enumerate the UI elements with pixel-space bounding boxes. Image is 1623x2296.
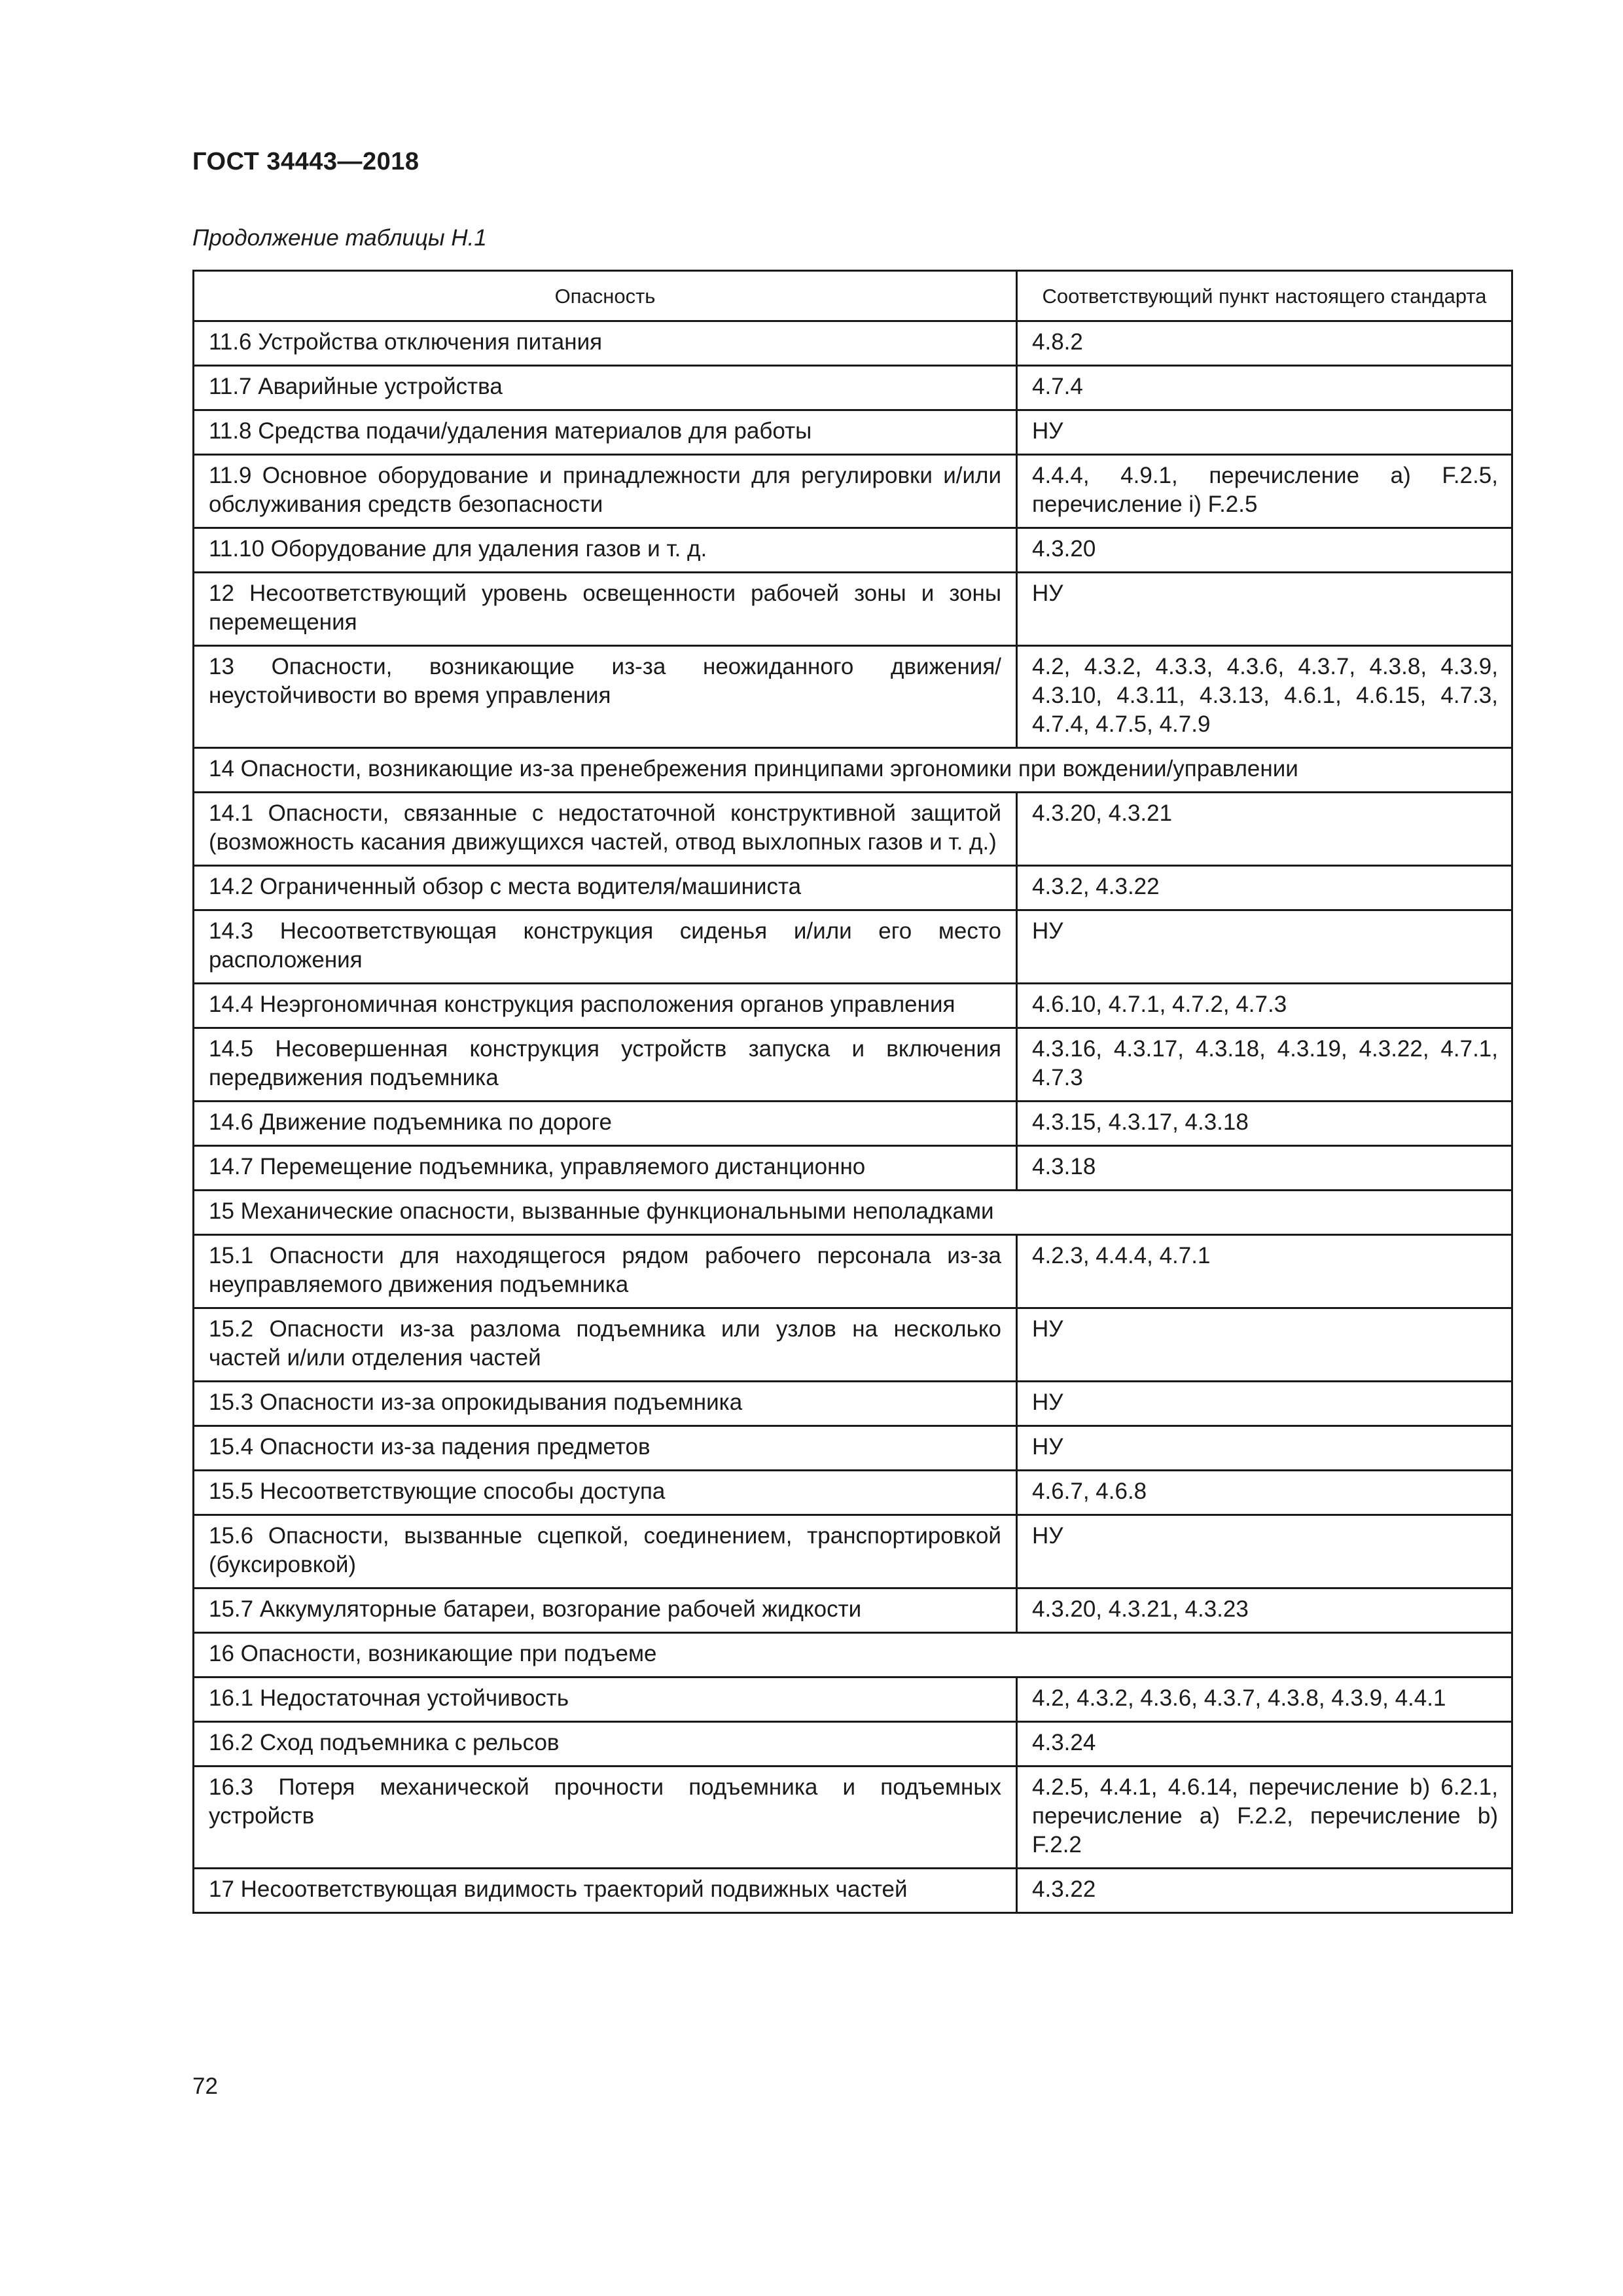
table-row bbox=[194, 793, 1512, 866]
table-row bbox=[194, 1382, 1512, 1426]
page-number: 72 bbox=[192, 2073, 218, 2099]
section-title: 16 Опасности, возникающие при подъеме bbox=[194, 1633, 1512, 1677]
table-row bbox=[194, 1471, 1512, 1515]
hazard-cell: 15.2 Опасности из-за разлома подъемника или узлов на несколько частей и/или отделения частей bbox=[194, 1308, 1017, 1382]
hazard-cell: 14.6 Движение подъемника по дороге bbox=[194, 1102, 1017, 1146]
column-header-reference: Соответствующий пункт настоящего стандарта bbox=[1017, 271, 1512, 321]
table-row bbox=[194, 1102, 1512, 1146]
hazard-cell: 13 Опасности, возникающие из-за неожиданного движения/неустойчивости во время управления bbox=[194, 646, 1017, 748]
table-row bbox=[194, 1515, 1512, 1588]
table-row bbox=[194, 866, 1512, 910]
hazard-cell: 14.4 Неэргономичная конструкция расположения органов управления bbox=[194, 984, 1017, 1028]
table-row bbox=[194, 528, 1512, 573]
hazard-cell: 15.6 Опасности, вызванные сцепкой, соединением, транспортировкой (буксировкой) bbox=[194, 1515, 1017, 1588]
reference-cell: 4.3.20 bbox=[1017, 528, 1512, 573]
reference-cell: 4.3.16, 4.3.17, 4.3.18, 4.3.19, 4.3.22, 4.7.1, 4.7.3 bbox=[1017, 1028, 1512, 1102]
reference-cell: 4.3.20, 4.3.21, 4.3.23 bbox=[1017, 1588, 1512, 1633]
table-row bbox=[194, 646, 1512, 748]
reference-cell: НУ bbox=[1017, 1382, 1512, 1426]
table-row bbox=[194, 1677, 1512, 1722]
hazard-cell: 11.8 Средства подачи/удаления материалов для работы bbox=[194, 410, 1017, 455]
hazard-cell: 11.7 Аварийные устройства bbox=[194, 366, 1017, 410]
table-body bbox=[194, 321, 1512, 1913]
reference-cell: НУ bbox=[1017, 1308, 1512, 1382]
hazard-cell: 16.2 Сход подъемника с рельсов bbox=[194, 1722, 1017, 1767]
table-row bbox=[194, 1146, 1512, 1191]
hazards-table bbox=[192, 270, 1513, 1914]
table-row bbox=[194, 1308, 1512, 1382]
table-row bbox=[194, 1869, 1512, 1913]
hazard-cell: 14.1 Опасности, связанные с недостаточной конструктивной защитой (возможность касания движущихся частей, отвод выхлопных газов и т. д.) bbox=[194, 793, 1017, 866]
section-title: 14 Опасности, возникающие из-за пренебрежения принципами эргономики при вождении/управлении bbox=[194, 748, 1512, 793]
hazard-cell: 14.3 Несоответствующая конструкция сиденья и/или его место расположения bbox=[194, 910, 1017, 984]
reference-cell: 4.2, 4.3.2, 4.3.3, 4.3.6, 4.3.7, 4.3.8, 4.3.9, 4.3.10, 4.3.11, 4.3.13, 4.6.1, 4.6.15, 4.7.3, 4.7.4, 4.7.5, 4.7.9 bbox=[1017, 646, 1512, 748]
hazard-cell: 14.2 Ограниченный обзор с места водителя/машиниста bbox=[194, 866, 1017, 910]
table-section-row bbox=[194, 748, 1512, 793]
reference-cell: НУ bbox=[1017, 1426, 1512, 1471]
hazard-cell: 16.3 Потеря механической прочности подъемника и подъемных устройств bbox=[194, 1767, 1017, 1869]
reference-cell: НУ bbox=[1017, 573, 1512, 646]
reference-cell: 4.3.18 bbox=[1017, 1146, 1512, 1191]
hazard-cell: 15.4 Опасности из-за падения предметов bbox=[194, 1426, 1017, 1471]
hazard-cell: 14.5 Несовершенная конструкция устройств запуска и включения передвижения подъемника bbox=[194, 1028, 1017, 1102]
reference-cell: 4.3.20, 4.3.21 bbox=[1017, 793, 1512, 866]
table-row bbox=[194, 1588, 1512, 1633]
table-row bbox=[194, 1767, 1512, 1869]
hazard-cell: 15.5 Несоответствующие способы доступа bbox=[194, 1471, 1017, 1515]
reference-cell: НУ bbox=[1017, 1515, 1512, 1588]
table-row bbox=[194, 410, 1512, 455]
table-row bbox=[194, 573, 1512, 646]
reference-cell: 4.3.15, 4.3.17, 4.3.18 bbox=[1017, 1102, 1512, 1146]
reference-cell: НУ bbox=[1017, 910, 1512, 984]
hazard-cell: 15.1 Опасности для находящегося рядом рабочего персонала из-за неуправляемого движения подъемника bbox=[194, 1235, 1017, 1308]
reference-cell: 4.8.2 bbox=[1017, 321, 1512, 366]
table-row bbox=[194, 1028, 1512, 1102]
reference-cell: 4.6.10, 4.7.1, 4.7.2, 4.7.3 bbox=[1017, 984, 1512, 1028]
reference-cell: 4.2.5, 4.4.1, 4.6.14, перечисление b) 6.2.1, перечисление а) F.2.2, перечисление b) F.2.2 bbox=[1017, 1767, 1512, 1869]
table-row bbox=[194, 321, 1512, 366]
table-caption: Продолжение таблицы Н.1 bbox=[192, 225, 487, 251]
reference-cell: 4.3.2, 4.3.22 bbox=[1017, 866, 1512, 910]
hazard-cell: 11.10 Оборудование для удаления газов и т. д. bbox=[194, 528, 1017, 573]
table-row bbox=[194, 984, 1512, 1028]
reference-cell: 4.2, 4.3.2, 4.3.6, 4.3.7, 4.3.8, 4.3.9, 4.4.1 bbox=[1017, 1677, 1512, 1722]
table-row bbox=[194, 1722, 1512, 1767]
hazard-cell: 11.6 Устройства отключения питания bbox=[194, 321, 1017, 366]
hazard-cell: 14.7 Перемещение подъемника, управляемого дистанционно bbox=[194, 1146, 1017, 1191]
reference-cell: 4.3.22 bbox=[1017, 1869, 1512, 1913]
reference-cell: НУ bbox=[1017, 410, 1512, 455]
table-row bbox=[194, 1426, 1512, 1471]
hazard-cell: 15.3 Опасности из-за опрокидывания подъемника bbox=[194, 1382, 1017, 1426]
table-section-row bbox=[194, 1633, 1512, 1677]
table-header-row bbox=[194, 271, 1512, 321]
table-row bbox=[194, 366, 1512, 410]
hazard-cell: 17 Несоответствующая видимость траекторий подвижных частей bbox=[194, 1869, 1017, 1913]
reference-cell: 4.4.4, 4.9.1, перечисление а) F.2.5, перечисление i) F.2.5 bbox=[1017, 455, 1512, 528]
document-title: ГОСТ 34443—2018 bbox=[192, 148, 419, 175]
section-title: 15 Механические опасности, вызванные функциональными неполадками bbox=[194, 1191, 1512, 1235]
table-section-row bbox=[194, 1191, 1512, 1235]
reference-cell: 4.3.24 bbox=[1017, 1722, 1512, 1767]
reference-cell: 4.6.7, 4.6.8 bbox=[1017, 1471, 1512, 1515]
hazard-cell: 16.1 Недостаточная устойчивость bbox=[194, 1677, 1017, 1722]
column-header-hazard: Опасность bbox=[194, 271, 1017, 321]
reference-cell: 4.2.3, 4.4.4, 4.7.1 bbox=[1017, 1235, 1512, 1308]
hazard-cell: 11.9 Основное оборудование и принадлежности для регулировки и/или обслуживания средств безопасности bbox=[194, 455, 1017, 528]
table-row bbox=[194, 455, 1512, 528]
hazard-cell: 12 Несоответствующий уровень освещенности рабочей зоны и зоны перемещения bbox=[194, 573, 1017, 646]
hazard-cell: 15.7 Аккумуляторные батареи, возгорание рабочей жидкости bbox=[194, 1588, 1017, 1633]
reference-cell: 4.7.4 bbox=[1017, 366, 1512, 410]
table-row bbox=[194, 910, 1512, 984]
table-row bbox=[194, 1235, 1512, 1308]
